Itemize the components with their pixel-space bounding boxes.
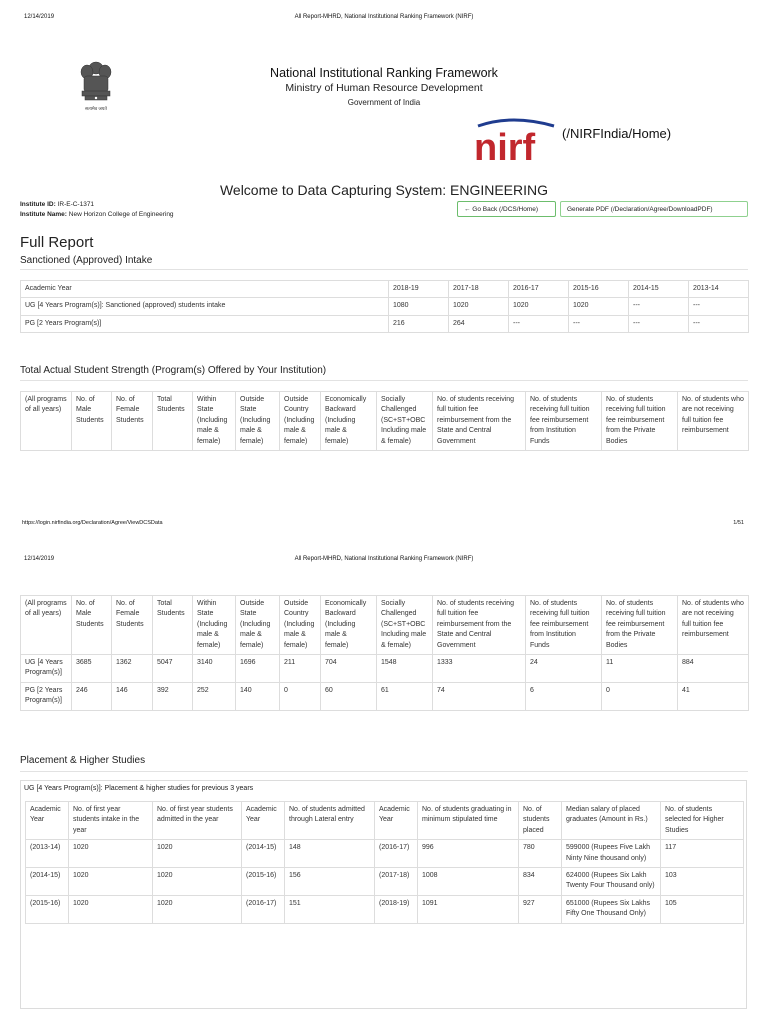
table-cell: 146: [112, 682, 153, 710]
header-cell: Economically Backward (Including male & female): [321, 392, 377, 451]
header-cell: No. of students placed: [519, 802, 562, 840]
institute-name: [20, 211, 174, 218]
header-cell: Outside State (Including male & female): [236, 596, 280, 655]
header-cell: Median salary of placed graduates (Amount in Rs.): [562, 802, 661, 840]
table-cell: (2016-17): [375, 840, 418, 868]
table-cell: 599000 (Rupees Five Lakh Ninty Nine thousand only): [562, 840, 661, 868]
table-row: [26, 868, 744, 896]
table-cell: ---: [689, 298, 749, 315]
table-cell: 1020: [153, 840, 242, 868]
strength-table: [20, 595, 749, 711]
table-cell: 392: [153, 682, 193, 710]
divider: [20, 380, 748, 381]
table-cell: 105: [661, 895, 744, 923]
table-cell: 74: [433, 682, 526, 710]
header-cell: (All programs of all years): [21, 392, 72, 451]
header-cell: No. of Male Students: [72, 596, 112, 655]
table-cell: ---: [689, 315, 749, 332]
header-cell: Within State (Including male & female): [193, 596, 236, 655]
table-cell: 246: [72, 682, 112, 710]
nirf-home-link[interactable]: (/NIRFIndia/Home): [562, 126, 672, 141]
table-row: [21, 298, 749, 315]
strength-section-title: Total Actual Student Strength (Program(s) Offered by Your Institution): [20, 365, 327, 376]
table-header-row: [21, 392, 749, 451]
table-cell: 252: [193, 682, 236, 710]
table-cell: 61: [377, 682, 433, 710]
divider: [20, 269, 748, 270]
table-cell: (2013-14): [26, 840, 69, 868]
header-cell: No. of Female Students: [112, 392, 153, 451]
header-cell: No. of Female Students: [112, 596, 153, 655]
ministry-name: Ministry of Human Resource Development: [285, 82, 483, 94]
nirf-logo-icon[interactable]: [472, 116, 560, 166]
table-cell: 1020: [69, 840, 153, 868]
intake-table: [20, 280, 749, 333]
table-cell: ---: [629, 315, 689, 332]
go-back-button[interactable]: ← Go Back (/DCS/Home): [457, 201, 556, 217]
table-cell: 0: [280, 682, 321, 710]
institute-id: [20, 201, 94, 208]
table-cell: 1020: [153, 868, 242, 896]
placement-table: [25, 801, 744, 924]
table-cell: (2014-15): [26, 868, 69, 896]
table-cell: 1020: [153, 895, 242, 923]
table-cell: 41: [678, 682, 749, 710]
table-cell: 996: [418, 840, 519, 868]
strength-table-header-page1: [20, 391, 749, 451]
table-cell: 1020: [569, 298, 629, 315]
header-cell: Socially Challenged (SC+ST+OBC Including male & female): [377, 392, 433, 451]
table-row: [21, 682, 749, 710]
header-cell: No. of first year students intake in the year: [69, 802, 153, 840]
table-cell: 117: [661, 840, 744, 868]
header-cell: Outside State (Including male & female): [236, 392, 280, 451]
generate-pdf-button[interactable]: Generate PDF (/Declaration/Agree/DownloadPDF): [560, 201, 748, 217]
placement-section-title: Placement & Higher Studies: [20, 755, 146, 766]
header-cell: 2015-16: [569, 281, 629, 298]
header-cell: Total Students: [153, 392, 193, 451]
table-cell: 140: [236, 682, 280, 710]
header-cell: No. of first year students admitted in the year: [153, 802, 242, 840]
table-cell: 5047: [153, 655, 193, 683]
table-cell: (2015-16): [242, 868, 285, 896]
placement-panel-heading: UG [4 Years Program(s)]: Placement & higher studies for previous 3 years: [24, 785, 254, 792]
table-cell: 60: [321, 682, 377, 710]
table-cell: 151: [285, 895, 375, 923]
table-cell: (2016-17): [242, 895, 285, 923]
header-cell: No. of students who are not receiving full tuition fee reimbursement: [678, 596, 749, 655]
table-cell: 24: [526, 655, 602, 683]
header-cell: No. of students receiving full tuition fee reimbursement from the State and Central Government: [433, 392, 526, 451]
header-cell: Socially Challenged (SC+ST+OBC Including male & female): [377, 596, 433, 655]
table-row: [21, 315, 749, 332]
table-cell: 11: [602, 655, 678, 683]
table-cell: 3140: [193, 655, 236, 683]
welcome-heading: Welcome to Data Capturing System: ENGINEERING: [219, 182, 549, 198]
table-cell: UG [4 Years Program(s)]: Sanctioned (approved) students intake: [21, 298, 389, 315]
print-title: All Report-MHRD, National Institutional Ranking Framework (NIRF): [294, 556, 474, 562]
table-cell: 1020: [509, 298, 569, 315]
header-cell: No. of students selected for Higher Studies: [661, 802, 744, 840]
table-cell: 1020: [69, 895, 153, 923]
table-cell: 1548: [377, 655, 433, 683]
table-cell: (2018-19): [375, 895, 418, 923]
table-cell: 1696: [236, 655, 280, 683]
emblem-caption: सत्यमेव जयते: [85, 106, 107, 111]
table-cell: 927: [519, 895, 562, 923]
table-cell: 264: [449, 315, 509, 332]
table-header-row: [21, 596, 749, 655]
table-row: [26, 840, 744, 868]
print-url: https://login.nirfindia.org/Declaration/Agree/ViewDCSData: [22, 520, 163, 526]
divider: [20, 771, 748, 772]
print-date: 12/14/2019: [24, 556, 55, 562]
print-date: 12/14/2019: [24, 14, 55, 20]
table-cell: 624000 (Rupees Six Lakh Twenty Four Thousand only): [562, 868, 661, 896]
table-cell: 651000 (Rupees Six Lakhs Fifty One Thousand Only): [562, 895, 661, 923]
table-header-row: [26, 802, 744, 840]
header-cell: Academic Year: [242, 802, 285, 840]
header-cell: 2013-14: [689, 281, 749, 298]
table-cell: 1333: [433, 655, 526, 683]
header-cell: Academic Year: [26, 802, 69, 840]
table-row: [21, 655, 749, 683]
header-cell: No. of students admitted through Lateral entry: [285, 802, 375, 840]
table-cell: 834: [519, 868, 562, 896]
table-cell: 1020: [449, 298, 509, 315]
header-cell: Academic Year: [21, 281, 389, 298]
table-cell: 884: [678, 655, 749, 683]
header-cell: 2014-15: [629, 281, 689, 298]
table-cell: 3685: [72, 655, 112, 683]
table-cell: (2017-18): [375, 868, 418, 896]
header-cell: No. of students graduating in minimum stipulated time: [418, 802, 519, 840]
table-row: [26, 895, 744, 923]
table-cell: 1008: [418, 868, 519, 896]
header-cell: 2018-19: [389, 281, 449, 298]
table-cell: 1362: [112, 655, 153, 683]
table-cell: 1020: [69, 868, 153, 896]
nirf-logo-text: nirf: [474, 127, 536, 166]
header-cell: Academic Year: [375, 802, 418, 840]
table-cell: ---: [509, 315, 569, 332]
government-name: Government of India: [347, 98, 421, 107]
institute-id-label: Institute ID:: [20, 201, 56, 208]
institute-id-value: IR-E-C-1371: [57, 201, 95, 208]
header-cell: Total Students: [153, 596, 193, 655]
header-cell: 2016-17: [509, 281, 569, 298]
table-cell: ---: [569, 315, 629, 332]
table-cell: 211: [280, 655, 321, 683]
header-cell: No. of students receiving full tuition fee reimbursement from the Private Bodies: [602, 596, 678, 655]
header-cell: 2017-18: [449, 281, 509, 298]
header-cell: Outside Country (Including male & female): [280, 392, 321, 451]
table-cell: 704: [321, 655, 377, 683]
header-cell: No. of Male Students: [72, 392, 112, 451]
header-cell: No. of students receiving full tuition fee reimbursement from the State and Central Government: [433, 596, 526, 655]
table-cell: PG [2 Years Program(s)]: [21, 315, 389, 332]
header-cell: Outside Country (Including male & female): [280, 596, 321, 655]
table-cell: 103: [661, 868, 744, 896]
institute-name-value: New Horizon College of Engineering: [68, 211, 174, 218]
site-title: National Institutional Ranking Framework: [270, 66, 498, 80]
table-cell: 6: [526, 682, 602, 710]
header-cell: No. of students receiving full tuition fee reimbursement from Institution Funds: [526, 392, 602, 451]
table-cell: UG [4 Years Program(s)]: [21, 655, 72, 683]
intake-section-title: Sanctioned (Approved) Intake: [20, 255, 153, 266]
table-cell: PG [2 Years Program(s)]: [21, 682, 72, 710]
table-cell: (2014-15): [242, 840, 285, 868]
print-page-number: 1/51: [733, 520, 744, 526]
table-cell: (2015-16): [26, 895, 69, 923]
table-cell: 216: [389, 315, 449, 332]
table-cell: 156: [285, 868, 375, 896]
header-cell: Within State (Including male & female): [193, 392, 236, 451]
header-cell: Economically Backward (Including male & female): [321, 596, 377, 655]
table-header-row: [21, 281, 749, 298]
table-cell: 1080: [389, 298, 449, 315]
table-cell: ---: [629, 298, 689, 315]
full-report-heading: Full Report: [20, 234, 94, 251]
print-title: All Report-MHRD, National Institutional Ranking Framework (NIRF): [294, 14, 474, 20]
institute-name-label: Institute Name:: [20, 211, 67, 218]
header-cell: (All programs of all years): [21, 596, 72, 655]
table-cell: 0: [602, 682, 678, 710]
table-cell: 1091: [418, 895, 519, 923]
table-cell: 780: [519, 840, 562, 868]
table-cell: 148: [285, 840, 375, 868]
header-cell: No. of students who are not receiving full tuition fee reimbursement: [678, 392, 749, 451]
header-cell: No. of students receiving full tuition fee reimbursement from the Private Bodies: [602, 392, 678, 451]
header-cell: No. of students receiving full tuition fee reimbursement from Institution Funds: [526, 596, 602, 655]
